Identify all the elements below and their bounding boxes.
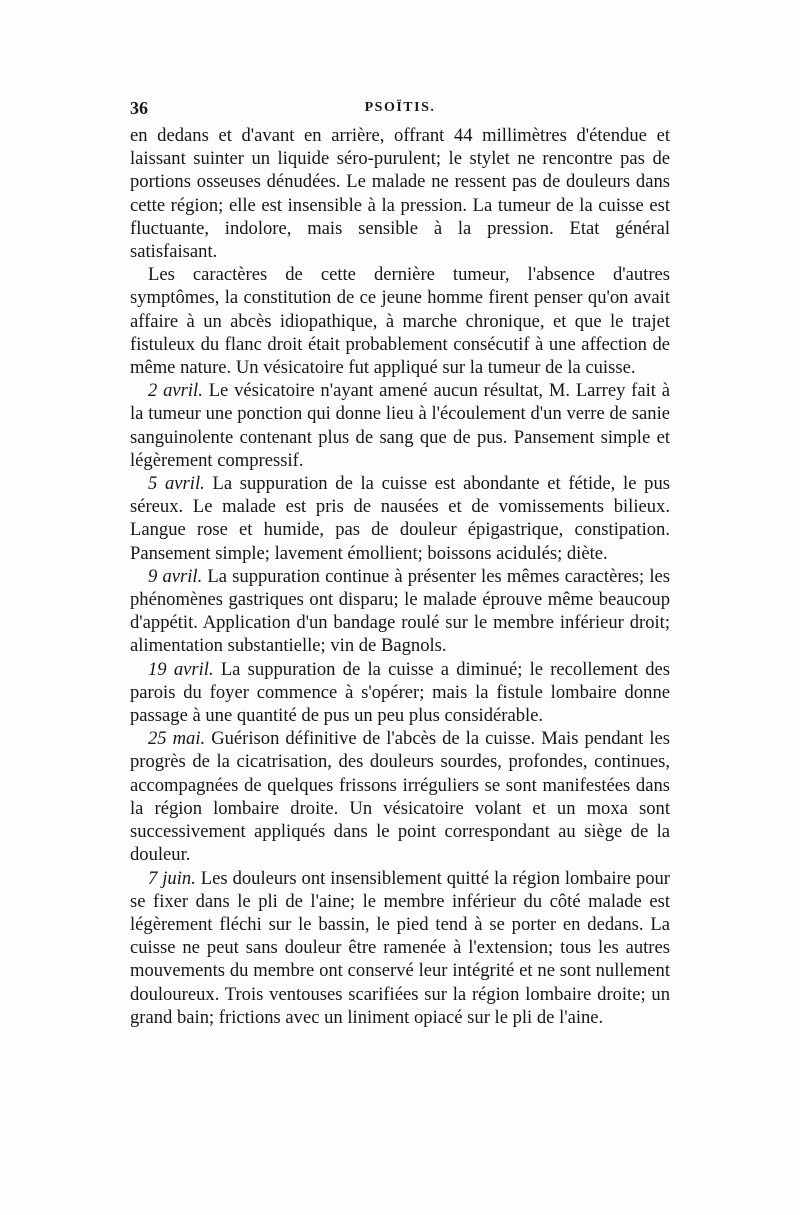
dated-entry (130, 379, 670, 472)
entry-date: 25 mai. (148, 728, 206, 750)
entry-text: Les douleurs ont insensiblement quitté la région lombaire pour se fixer dans le pli de l'aine; le membre inférieur du côté malade est légèrement fléchi sur le bassin, le pied tend à se porter en dedans. La cuisse ne peut sans douleur être ramenée à l'extension; tous les autres mouvements du membre ont conservé leur intégrité et ne sont nullement douloureux. Trois ventouses scarifiées sur la région lombaire droite; un grand bain; frictions avec un liniment opiacé sur le pli de l'aine. (130, 867, 670, 1028)
entry-text: La suppuration continue à présenter les mêmes caractères; les phénomènes gastriques ont disparu; le malade éprouve même beaucoup d'appétit. Application d'un bandage roulé sur le membre inférieur droit; alimentation substantielle; vin de Bagnols. (130, 565, 670, 657)
dated-entry (130, 727, 670, 866)
entry-text: La suppuration de la cuisse a diminué; le recollement des parois du foyer commence à s'opérer; mais la fistule lombaire donne passage à une quantité de pus un peu plus considérable. (130, 658, 670, 727)
dated-entry (130, 472, 670, 565)
running-title: PSOÏTIS. (364, 100, 436, 115)
entry-text: Guérison définitive de l'abcès de la cuisse. Mais pendant les progrès de la cicatrisation, des douleurs sourdes, profondes, continues, accompagnées de quelques frissons irréguliers se sont manifestées dans la région lombaire droite. Un vésicatoire volant et un moxa sont successivement appliqués dans le point correspondant au siège de la douleur. (130, 728, 670, 866)
entry-date: 2 avril. (148, 380, 203, 402)
entry-text: Le vésicatoire n'ayant amené aucun résultat, M. Larrey fait à la tumeur une ponction qui donne lieu à l'écoulement d'un verre de sanie sanguinolente contenant plus de sang que de pus. Pansement simple et légèrement compressif. (130, 380, 671, 471)
entry-date: 19 avril. (148, 658, 214, 680)
paragraph (130, 263, 670, 379)
entry-text: La suppuration de la cuisse est abondante et fétide, le pus séreux. Le malade est pris de nausées et de vomissements bilieux. Langue rose et humide, pas de douleur épigastrique, constipation. Pansement simple; lavement émollient; boissons acidulés; diète. (130, 473, 670, 564)
dated-entry (130, 658, 670, 728)
dated-entry (130, 565, 670, 658)
page-header (130, 98, 670, 124)
dated-entry (130, 867, 670, 1029)
page-number: 36 (130, 98, 148, 118)
paragraph (130, 124, 670, 263)
entry-date: 9 avril. (148, 565, 203, 587)
paragraph-text: en dedans et d'avant en arrière, offrant 44 millimètres d'étendue et laissant suinter un liquide séro-purulent; le stylet ne rencontre pas de portions osseuses dénudées. Le malade ne ressent pas de douleurs dans cette région; elle est insensible à la pression. La tumeur de la cuisse est fluctuante, indolore, mais sensible à la pression. Etat général satisfaisant. (130, 125, 670, 263)
entry-date: 7 juin. (148, 867, 196, 889)
entry-date: 5 avril. (148, 473, 205, 495)
paragraph-text: Les caractères de cette dernière tumeur, l'absence d'autres symptômes, la constitution de ce jeune homme firent penser qu'on avait affaire à un abcès idiopathique, à marche chronique, et que le trajet fistuleux du flanc droit était probablement consécutif à une affection de même nature. Un vésicatoire fut appliqué sur la tumeur de la cuisse. (130, 264, 670, 379)
body-text (130, 124, 670, 1029)
